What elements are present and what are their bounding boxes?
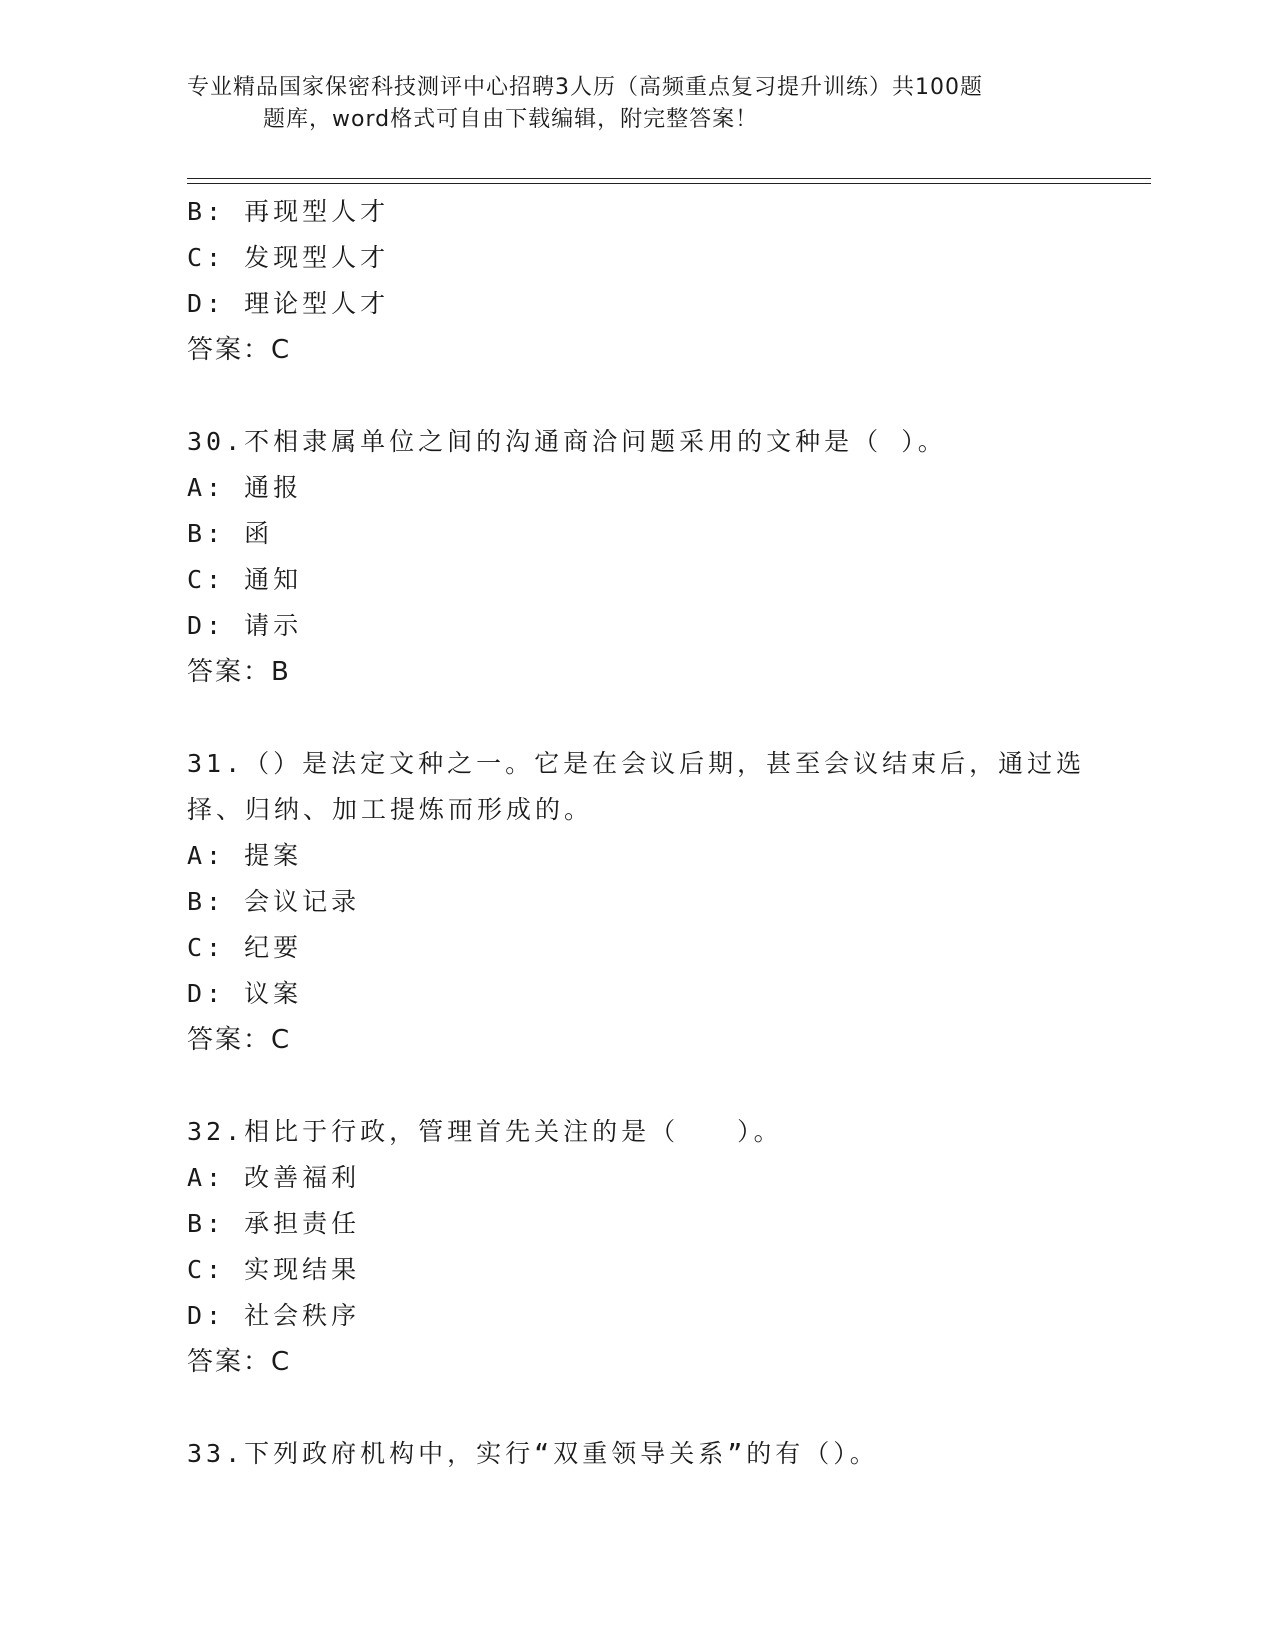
option-b: B: 函 xyxy=(187,519,274,548)
answer-line: 答案：C xyxy=(187,1347,292,1377)
header-title-line-1: 专业精品国家保密科技测评中心招聘3人历（高频重点复习提升训练）共100题 xyxy=(187,75,983,100)
option-d: D: 议案 xyxy=(187,979,303,1008)
question-30 xyxy=(187,419,1087,695)
question-stem: 31.（）是法定文种之一。它是在会议后期，甚至会议结束后，通过选 xyxy=(187,749,1086,778)
question-29-continued xyxy=(187,189,1087,373)
option-a: A: 改善福利 xyxy=(187,1163,361,1192)
answer-line: 答案：B xyxy=(187,657,291,687)
option-c: C: 实现结果 xyxy=(187,1255,361,1284)
question-stem: 32.相比于行政，管理首先关注的是（ ）。 xyxy=(187,1117,783,1146)
question-stem: 30.不相隶属单位之间的沟通商洽问题采用的文种是（ ）。 xyxy=(187,427,947,456)
answer-line: 答案：C xyxy=(187,1025,292,1055)
spacer xyxy=(187,1063,1087,1109)
option-d: D: 请示 xyxy=(187,611,303,640)
option-b: B: 会议记录 xyxy=(187,887,361,916)
question-31 xyxy=(187,741,1087,1063)
document-header xyxy=(187,72,1087,136)
header-title-line-2: 题库，word格式可自由下载编辑，附完整答案！ xyxy=(263,107,759,132)
option-c: C: 通知 xyxy=(187,565,303,594)
question-33 xyxy=(187,1431,1087,1477)
question-32 xyxy=(187,1109,1087,1385)
header-divider-top xyxy=(187,178,1151,179)
option-b: B: 再现型人才 xyxy=(187,197,390,226)
option-a: A: 提案 xyxy=(187,841,303,870)
question-stem: 33.下列政府机构中，实行“双重领导关系”的有（）。 xyxy=(187,1439,879,1468)
option-d: D: 社会秩序 xyxy=(187,1301,361,1330)
question-stem-continued: 择、归纳、加工提炼而形成的。 xyxy=(187,795,594,824)
question-list xyxy=(187,189,1087,1477)
option-a: A: 通报 xyxy=(187,473,303,502)
answer-line: 答案：C xyxy=(187,335,292,365)
header-divider-bottom xyxy=(187,183,1151,184)
spacer xyxy=(187,373,1087,419)
spacer xyxy=(187,1385,1087,1431)
spacer xyxy=(187,695,1087,741)
option-c: C: 发现型人才 xyxy=(187,243,390,272)
option-b: B: 承担责任 xyxy=(187,1209,361,1238)
option-d: D: 理论型人才 xyxy=(187,289,390,318)
option-c: C: 纪要 xyxy=(187,933,303,962)
